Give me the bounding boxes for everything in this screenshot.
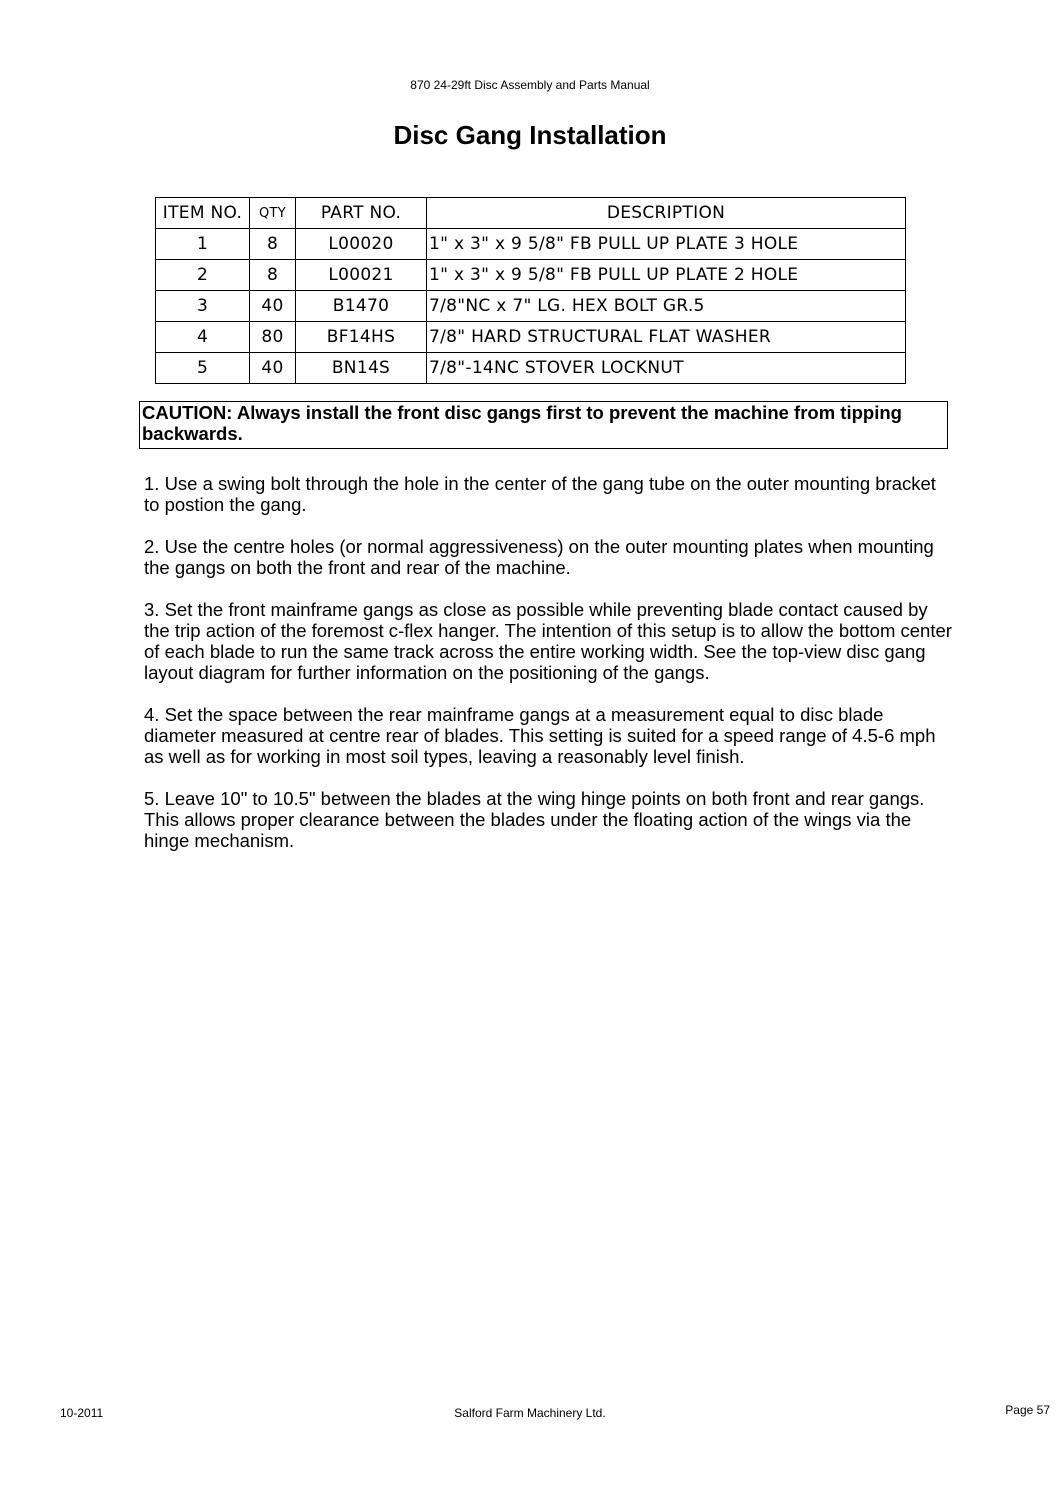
description-cell: 7/8"-14NC STOVER LOCKNUT <box>427 353 906 384</box>
item-no-cell: 4 <box>156 322 250 353</box>
step-paragraph: 3. Set the front mainframe gangs as close as possible while preventing blade contact caused by the trip action of the foremost c-flex hanger. The intention of this setup is to allow the bottom center of each blade to run the same track across the entire working width. See the top-view disc gang layout diagram for further information on the positioning of the gangs. <box>144 599 952 683</box>
qty-cell: 8 <box>250 260 296 291</box>
part-no-cell: L00020 <box>296 229 427 260</box>
column-header-item-no: ITEM NO. <box>156 198 250 229</box>
table-row <box>156 322 906 353</box>
item-no-cell: 3 <box>156 291 250 322</box>
description-cell: 7/8" HARD STRUCTURAL FLAT WASHER <box>427 322 906 353</box>
column-header-part-no: PART NO. <box>296 198 427 229</box>
step-paragraph: 1. Use a swing bolt through the hole in the center of the gang tube on the outer mounting bracket to postion the gang. <box>144 473 936 515</box>
page-number: Page 57 <box>1005 1403 1050 1417</box>
description-cell: 1" x 3" x 9 5/8" FB PULL UP PLATE 3 HOLE <box>427 229 906 260</box>
table-row <box>156 291 906 322</box>
step-paragraph: 5. Leave 10" to 10.5" between the blades at the wing hinge points on both front and rear gangs. This allows proper clearance between the blades under the floating action of the wings via the hinge mechanism. <box>144 788 925 851</box>
column-header-qty: QTY <box>250 198 296 229</box>
footer-company: Salford Farm Machinery Ltd. <box>454 1406 606 1420</box>
instruction-steps <box>144 473 956 872</box>
part-no-cell: L00021 <box>296 260 427 291</box>
table-header-row <box>156 198 906 229</box>
item-no-cell: 5 <box>156 353 250 384</box>
page-title: Disc Gang Installation <box>393 120 667 150</box>
qty-cell: 80 <box>250 322 296 353</box>
description-cell: 1" x 3" x 9 5/8" FB PULL UP PLATE 2 HOLE <box>427 260 906 291</box>
item-no-cell: 2 <box>156 260 250 291</box>
table-row <box>156 260 906 291</box>
caution-box: CAUTION: Always install the front disc gangs first to prevent the machine from tipping backwards. <box>139 401 948 449</box>
table-row <box>156 353 906 384</box>
qty-cell: 40 <box>250 353 296 384</box>
column-header-description: DESCRIPTION <box>427 198 906 229</box>
step-paragraph: 2. Use the centre holes (or normal aggressiveness) on the outer mounting plates when mounting the gangs on both the front and rear of the machine. <box>144 536 934 578</box>
qty-cell: 40 <box>250 291 296 322</box>
part-no-cell: BN14S <box>296 353 427 384</box>
running-header: 870 24-29ft Disc Assembly and Parts Manual <box>410 78 650 92</box>
parts-table <box>155 197 906 384</box>
item-no-cell: 1 <box>156 229 250 260</box>
part-no-cell: BF14HS <box>296 322 427 353</box>
footer-date: 10-2011 <box>60 1406 104 1420</box>
part-no-cell: B1470 <box>296 291 427 322</box>
description-cell: 7/8"NC x 7" LG. HEX BOLT GR.5 <box>427 291 906 322</box>
qty-cell: 8 <box>250 229 296 260</box>
step-paragraph: 4. Set the space between the rear mainframe gangs at a measurement equal to disc blade diameter measured at centre rear of blades. This setting is suited for a speed range of 4.5-6 mph as well as for working in most soil types, leaving a reasonably level finish. <box>144 704 936 767</box>
table-row <box>156 229 906 260</box>
